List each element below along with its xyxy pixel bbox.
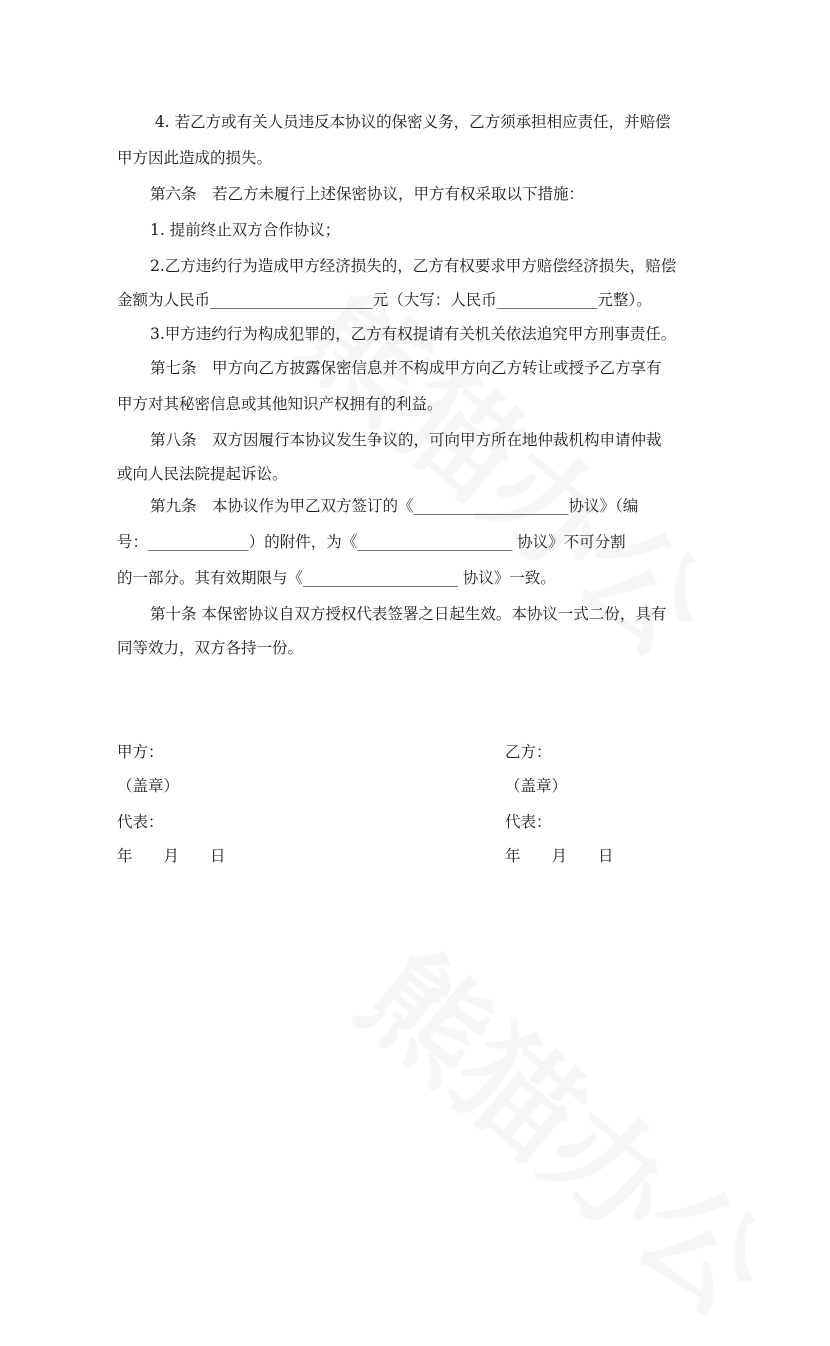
watermark [331, 906, 809, 1346]
clause-6-heading: 第六条 若乙方未履行上述保密协议，甲方有权采取以下措施： [150, 185, 585, 203]
clause-5-item-4-line-1: 4. 若乙方或有关人员违反本协议的保密义务，乙方须承担相应责任，并赔偿 [150, 113, 671, 131]
party-b-date-label: 年 月 日 [505, 847, 614, 865]
clause-6-item-1: 1. 提前终止双方合作协议； [150, 221, 341, 239]
party-a-representative-label: 代表： [117, 813, 164, 831]
clause-6-item-2-line-2: 金额为人民币_____________________元（大写：人民币_____________元整）。 [117, 291, 652, 309]
clause-8-line-2: 或向人民法院提起诉讼。 [117, 465, 288, 483]
clause-6-item-2-line-1: 2.乙方违约行为造成甲方经济损失的，乙方有权要求甲方赔偿经济损失，赔偿 [150, 257, 677, 275]
clause-7-line-1: 第七条 甲方向乙方披露保密信息并不构成甲方向乙方转让或授予乙方享有 [150, 359, 662, 377]
clause-9-line-1: 第九条 本协议作为甲乙双方签订的《____________________协议》（编 [150, 497, 639, 515]
party-a-date-label: 年 月 日 [117, 847, 226, 865]
clause-9-line-3: 的一部分。其有效期限与《____________________ 协议》一致。 [117, 569, 556, 587]
party-b-seal-label: （盖章） [505, 777, 568, 795]
clause-6-item-3: 3.甲方违约行为构成犯罪的，乙方有权提请有关机关依法追究甲方刑事责任。 [150, 325, 677, 343]
party-b-label: 乙方： [505, 743, 552, 761]
party-b-representative-label: 代表： [505, 813, 552, 831]
clause-8-line-1: 第八条 双方因履行本协议发生争议的，可向甲方所在地仲裁机构申请仲裁 [150, 431, 662, 449]
clause-7-line-2: 甲方对其秘密信息或其他知识产权拥有的利益。 [117, 395, 443, 413]
clause-10-line-2: 同等效力，双方各持一份。 [117, 639, 304, 657]
clause-9-line-2: 号：_____________）的附件，为《____________________ 协议》不可分割 [117, 533, 626, 551]
clause-10-line-1: 第十条 本保密协议自双方授权代表签署之日起生效。本协议一式二份，具有 [150, 605, 667, 623]
clause-5-item-4-line-2: 甲方因此造成的损失。 [117, 149, 273, 167]
party-a-label: 甲方： [117, 743, 164, 761]
party-a-seal-label: （盖章） [117, 777, 180, 795]
